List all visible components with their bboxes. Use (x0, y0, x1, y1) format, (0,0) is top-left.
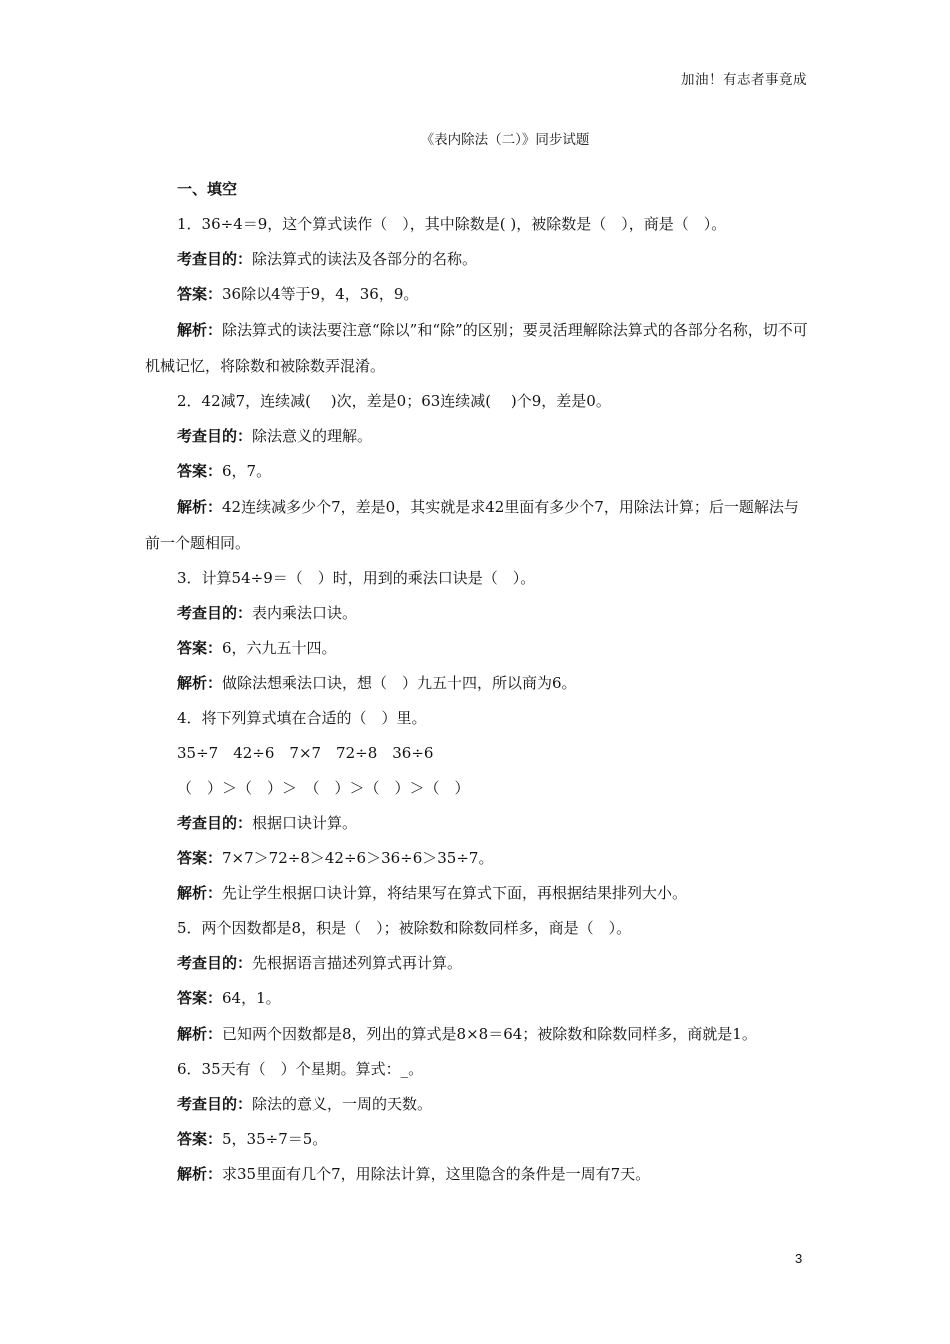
section-heading: 一、填空 (177, 180, 238, 198)
q1-answer-text: 36除以4等于9，4，36，9。 (222, 285, 419, 303)
question-1: 1．36÷4＝9，这个算式读作（ ），其中除数是( )，被除数是（ ），商是（ ）。 (177, 215, 727, 233)
q4-blanks: （ ）＞（ ）＞ （ ）＞（ ）＞（ ） (177, 779, 470, 797)
q3-purpose (145, 596, 810, 631)
q1-purpose-text: 除法算式的读法及各部分的名称。 (252, 250, 478, 268)
q4-analysis (145, 876, 810, 911)
q4-answer (145, 841, 810, 876)
q3-answer (145, 631, 810, 666)
purpose-label: 考查目的： (177, 250, 253, 268)
answer-label: 答案： (177, 639, 223, 657)
q1-analysis-text: 除法算式的读法要注意“除以”和“除”的区别；要灵活理解除法算式的各部分名称，切不可机械记忆，将除数和被除数弄混淆。 (145, 321, 808, 375)
q2-purpose-text: 除法意义的理解。 (252, 427, 373, 445)
q5-answer (145, 981, 810, 1016)
analysis-label: 解析： (177, 884, 223, 902)
analysis-label: 解析： (177, 674, 223, 692)
q6-purpose (145, 1087, 810, 1122)
purpose-label: 考查目的： (177, 427, 253, 445)
question-6: 6．35天有（ ）个星期。算式：_。 (177, 1060, 424, 1078)
q5-answer-text: 64，1。 (222, 989, 281, 1007)
q1-answer (145, 277, 810, 312)
q6-analysis-text: 求35里面有几个7，用除法计算，这里隐含的条件是一周有7天。 (222, 1165, 651, 1183)
q4-expressions: 35÷7 42÷6 7×7 72÷8 36÷6 (177, 744, 434, 762)
analysis-label: 解析： (177, 321, 223, 339)
q4-answer-text: 7×7＞72÷8＞42÷6＞36÷6＞35÷7。 (222, 849, 494, 867)
analysis-label: 解析： (177, 1165, 223, 1183)
q2-analysis (145, 489, 810, 561)
q4-purpose (145, 806, 810, 841)
q6-answer-text: 5，35÷7＝5。 (222, 1130, 328, 1148)
page-header: 加油！有志者事竟成 (681, 72, 807, 88)
document-title: 《表内除法（二）》同步试题 (420, 132, 590, 148)
q5-purpose-text: 先根据语言描述列算式再计算。 (252, 954, 463, 972)
question-4: 4．将下列算式填在合适的（ ）里。 (177, 709, 427, 727)
analysis-label: 解析： (177, 498, 223, 516)
question-2: 2．42减7，连续减( )次，差是0；63连续减( )个9，差是0。 (177, 392, 611, 410)
q4-purpose-text: 根据口诀计算。 (252, 814, 358, 832)
q5-analysis-text: 已知两个因数都是8，列出的算式是8×8＝64；被除数和除数同样多，商就是1。 (222, 1025, 757, 1043)
purpose-label: 考查目的： (177, 1095, 253, 1113)
q1-purpose (145, 242, 810, 277)
answer-label: 答案： (177, 1130, 223, 1148)
purpose-label: 考查目的： (177, 814, 253, 832)
q4-analysis-text: 先让学生根据口诀计算，将结果写在算式下面，再根据结果排列大小。 (222, 884, 688, 902)
q2-answer (145, 454, 810, 489)
question-3: 3．计算54÷9＝（ ）时，用到的乘法口诀是（ ）。 (177, 569, 536, 587)
document-body (145, 172, 810, 1192)
q6-analysis (145, 1157, 810, 1192)
q3-purpose-text: 表内乘法口诀。 (252, 604, 358, 622)
answer-label: 答案： (177, 989, 223, 1007)
question-5: 5．两个因数都是8，积是（ ）；被除数和除数同样多，商是（ ）。 (177, 919, 632, 937)
q5-purpose (145, 946, 810, 981)
q2-answer-text: 6，7。 (222, 462, 272, 480)
q3-analysis (145, 666, 810, 701)
q1-analysis (145, 312, 810, 384)
purpose-label: 考查目的： (177, 954, 253, 972)
q3-analysis-text: 做除法想乘法口诀，想（ ）九五十四，所以商为6。 (222, 674, 577, 692)
q6-answer (145, 1122, 810, 1157)
page-number: 3 (795, 1251, 803, 1266)
answer-label: 答案： (177, 285, 223, 303)
analysis-label: 解析： (177, 1025, 223, 1043)
q2-analysis-text: 42连续减多少个7，差是0，其实就是求42里面有多少个7，用除法计算；后一题解法与前一个题相同。 (145, 498, 799, 552)
q6-purpose-text: 除法的意义，一周的天数。 (252, 1095, 433, 1113)
q3-answer-text: 6，六九五十四。 (222, 639, 337, 657)
answer-label: 答案： (177, 462, 223, 480)
q5-analysis (145, 1016, 810, 1052)
answer-label: 答案： (177, 849, 223, 867)
q2-purpose (145, 419, 810, 454)
purpose-label: 考查目的： (177, 604, 253, 622)
